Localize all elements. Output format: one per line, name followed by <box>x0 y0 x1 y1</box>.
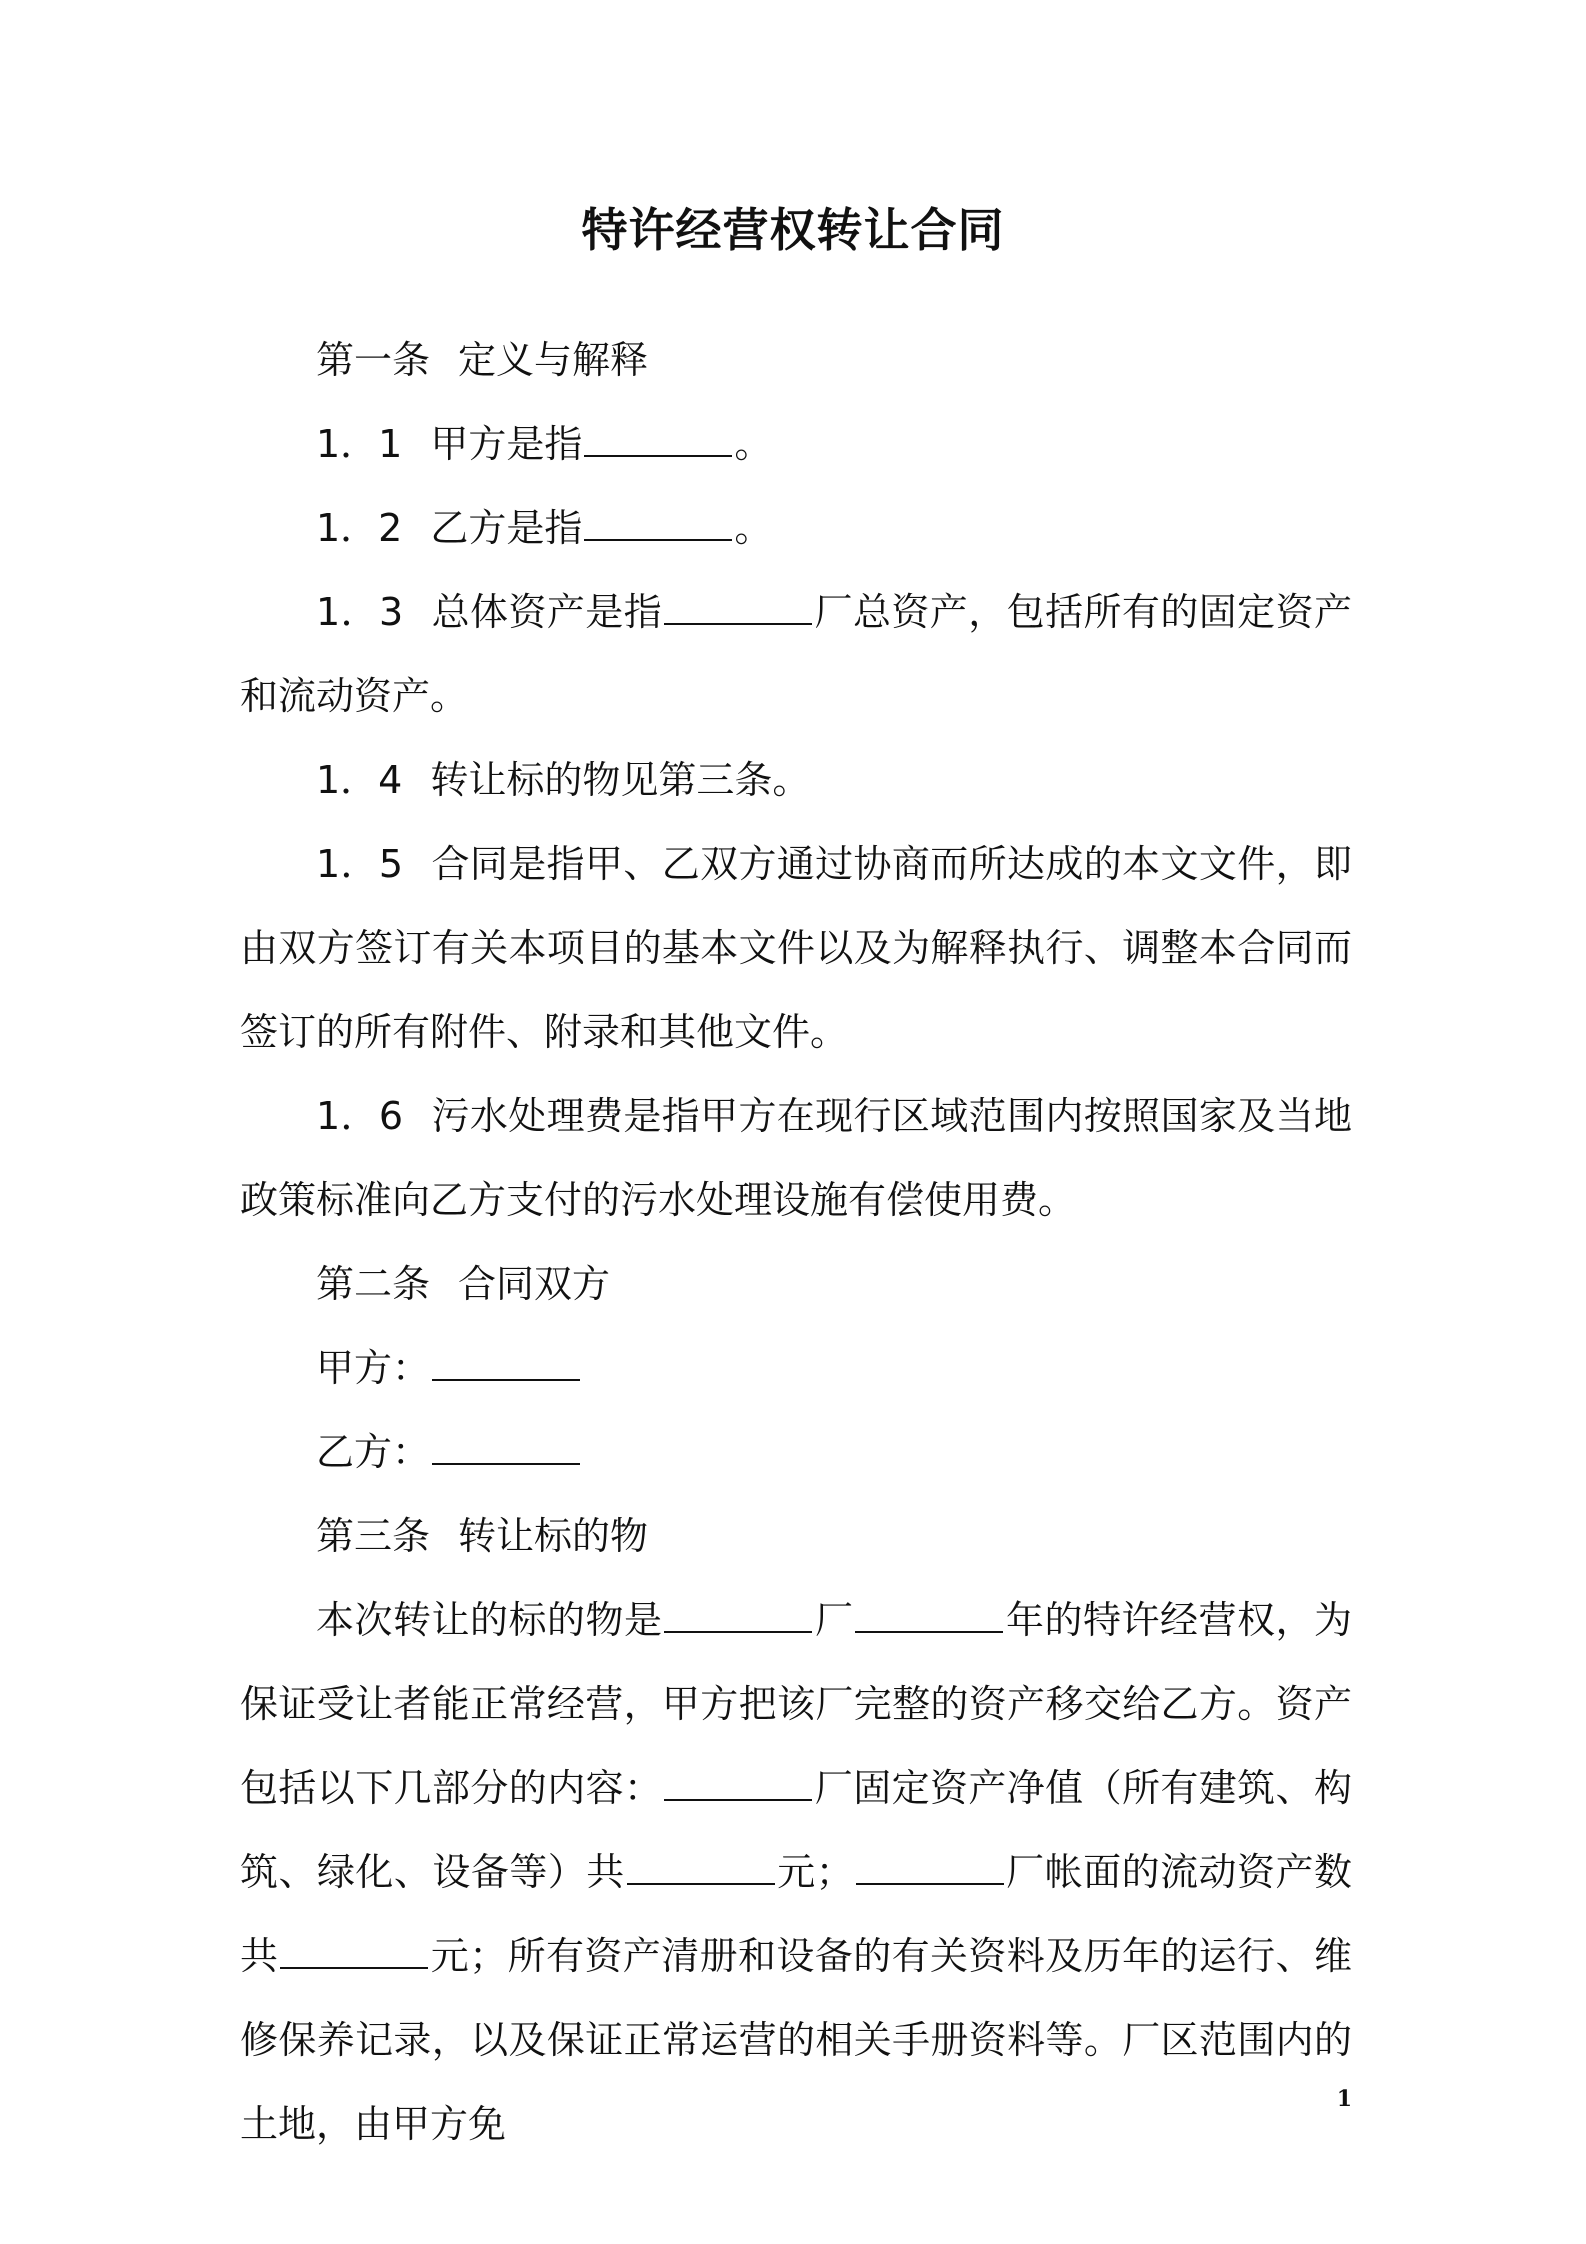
clause-1-2-text: 乙方是指 <box>430 506 583 550</box>
clause-1-4 <box>240 738 1352 822</box>
article-3-number: 第三条 <box>316 1514 431 1558</box>
article-3-text-5: 元； <box>776 1850 854 1894</box>
clause-1-2-number: 1．2 <box>316 506 403 550</box>
clause-1-5-number: 1．5 <box>316 842 404 886</box>
article-3-title: 转让标的物 <box>458 1514 649 1558</box>
party-b-label: 乙方： <box>316 1430 431 1474</box>
article-2-heading <box>240 1242 1352 1326</box>
clause-1-2 <box>240 486 1352 570</box>
article-3-heading <box>240 1494 1352 1578</box>
clause-1-3-text2: 厂总资产，包括所有的固定资产和流动资产。 <box>240 590 1352 718</box>
article-3-text-4: 厂固定资产净值（所有建筑、构筑、绿化、设备等）共 <box>240 1766 1352 1894</box>
clause-1-3-text: 总体资产是指 <box>431 590 663 634</box>
blank-field <box>855 1597 1003 1633</box>
blank-field <box>432 1429 580 1465</box>
clause-1-4-text: 转让标的物见第三条。 <box>430 758 811 802</box>
clause-1-6-number: 1．6 <box>316 1094 404 1138</box>
page-number: 1 <box>1336 2086 1352 2112</box>
blank-field <box>627 1849 775 1885</box>
clause-1-5 <box>240 822 1352 1074</box>
blank-field <box>664 1765 812 1801</box>
document-title: 特许经营权转让合同 <box>581 203 1005 257</box>
article-3-text-3: 年的特许经营权，为保证受让者能正常经营，甲方把该厂完整的资产移交给乙方。资产包括以下几部分的内容： <box>240 1598 1352 1810</box>
article-2-number: 第二条 <box>316 1262 431 1306</box>
clause-1-6 <box>240 1074 1352 1242</box>
article-3-text-6: 厂帐面的流动资产数共 <box>240 1850 1352 1978</box>
clause-1-4-number: 1．4 <box>316 758 403 802</box>
blank-field <box>584 421 732 457</box>
article-1-heading <box>240 318 1352 402</box>
blank-field <box>584 505 732 541</box>
clause-1-2-end: 。 <box>734 506 773 550</box>
article-3-text-2: 厂 <box>814 1598 854 1642</box>
article-1-title: 定义与解释 <box>458 338 649 382</box>
blank-field <box>856 1849 1004 1885</box>
blank-field <box>664 1597 812 1633</box>
document-body <box>240 318 1352 2166</box>
clause-1-1-text: 甲方是指 <box>430 422 583 466</box>
article-2-title: 合同双方 <box>458 1262 611 1306</box>
party-b-line <box>240 1410 1352 1494</box>
blank-field <box>280 1933 428 1969</box>
article-3-body <box>240 1578 1352 2166</box>
clause-1-3-number: 1．3 <box>316 590 404 634</box>
party-a-label: 甲方： <box>316 1346 431 1390</box>
clause-1-3 <box>240 570 1352 738</box>
article-1-number: 第一条 <box>316 338 431 382</box>
blank-field <box>664 589 812 625</box>
clause-1-1 <box>240 402 1352 486</box>
clause-1-1-end: 。 <box>734 422 773 466</box>
party-a-line <box>240 1326 1352 1410</box>
clause-1-1-number: 1．1 <box>316 422 403 466</box>
article-3-text-7: 元；所有资产清册和设备的有关资料及历年的运行、维修保养记录，以及保证正常运营的相关手册资料等。厂区范围内的土地，由甲方免 <box>240 1934 1352 2146</box>
clause-1-5-text: 合同是指甲、乙双方通过协商而所达成的本文文件，即由双方签订有关本项目的基本文件以及为解释执行、调整本合同而签订的所有附件、附录和其他文件。 <box>240 842 1352 1054</box>
blank-field <box>432 1345 580 1381</box>
article-3-text-1: 本次转让的标的物是 <box>316 1598 663 1642</box>
clause-1-6-text: 污水处理费是指甲方在现行区域范围内按照国家及当地政策标准向乙方支付的污水处理设施有偿使用费。 <box>240 1094 1352 1222</box>
